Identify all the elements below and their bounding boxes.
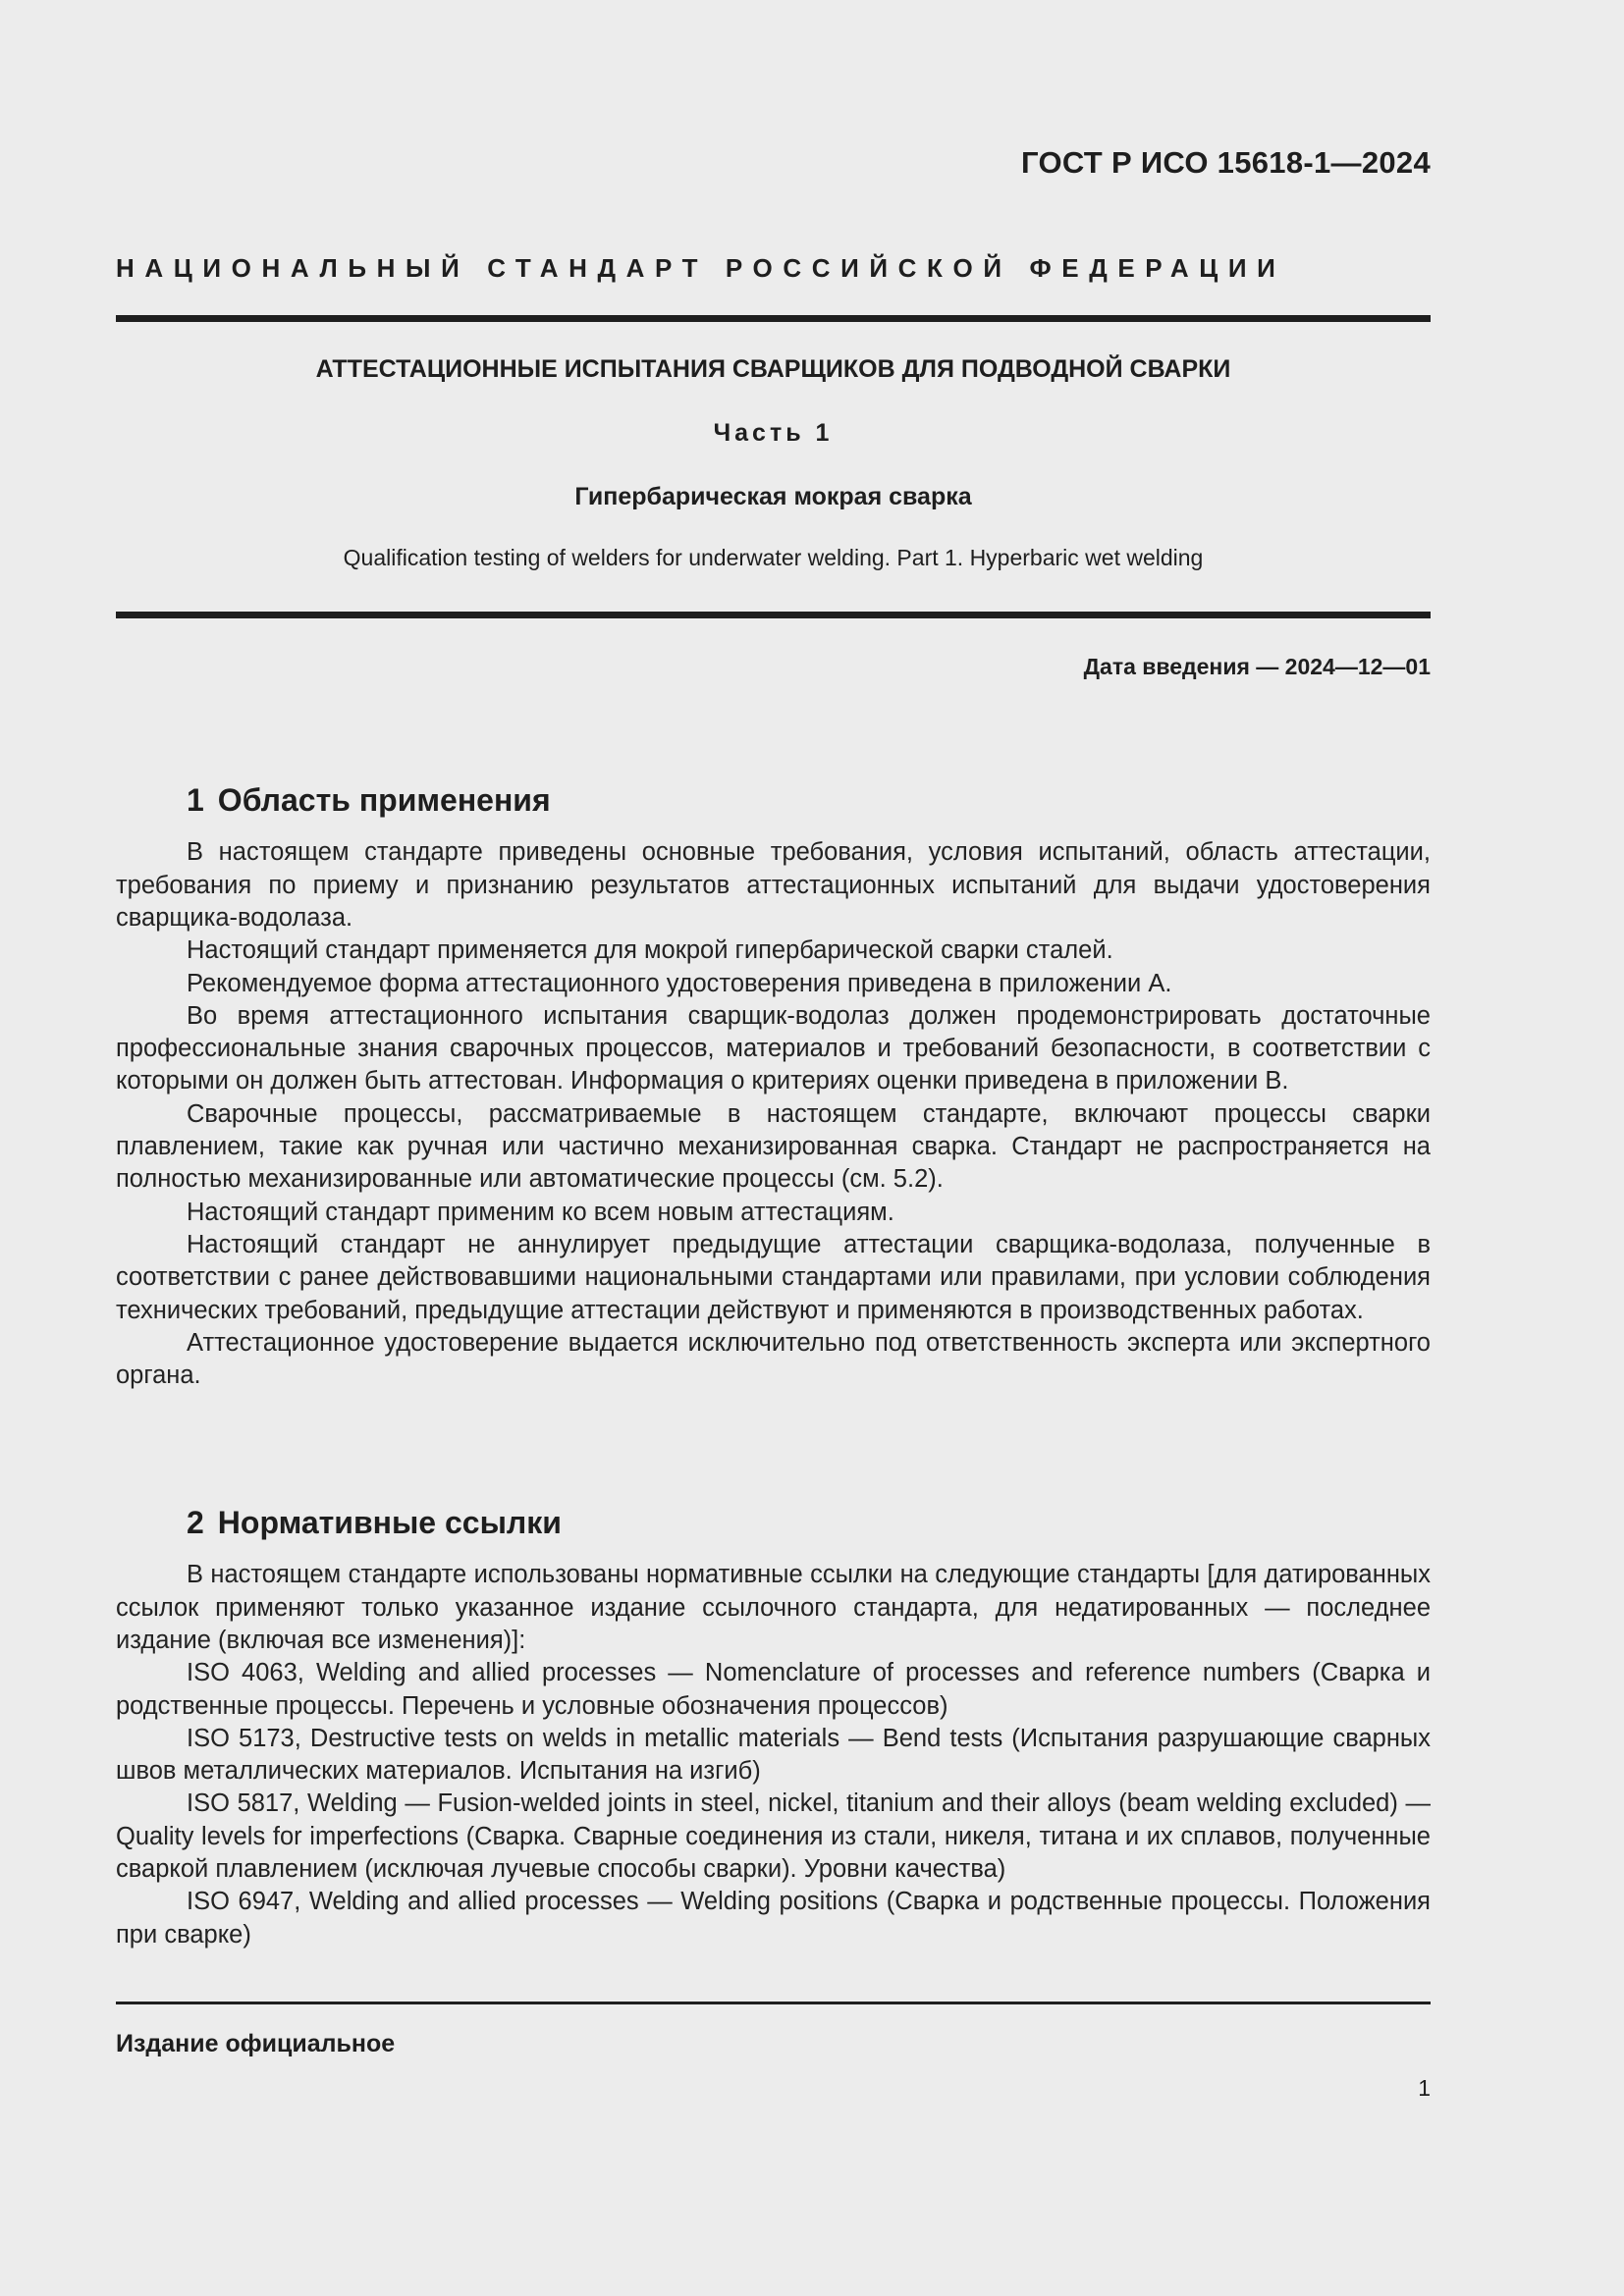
reference-item: ISO 5173, Destructive tests on welds in metallic materials — Bend tests (Испытания разрушающие сварных швов металлических материалов. Испытания на изгиб) [116, 1724, 1431, 1786]
paragraph: Настоящий стандарт применяется для мокрой гипербарической сварки сталей. [187, 936, 1113, 965]
paragraph: В настоящем стандарте приведены основные требования, условия испытаний, область аттестации, требования по приему и признанию результатов аттестационных испытаний для выдачи удостоверения сварщика-водолаза. [116, 838, 1431, 932]
section-normative-references [116, 1504, 1431, 1951]
header-divider-top [116, 315, 1431, 322]
paragraph: Настоящий стандарт применим ко всем новым аттестациям. [187, 1198, 894, 1226]
header-divider-bottom [116, 612, 1431, 618]
reference-item: ISO 4063, Welding and allied processes — Nomenclature of processes and reference numbers (Сварка и родственные процессы. Перечень и условные обозначения процессов) [116, 1659, 1431, 1720]
section-number: 2 [187, 1505, 204, 1540]
paragraph: Сварочные процессы, рассматриваемые в настоящем стандарте, включают процессы сварки плавлением, такие как ручная или частично механизированная сварка. Стандарт не распространяется на полностью механизированные или автоматические процессы (см. 5.2). [116, 1099, 1431, 1194]
english-title: Qualification testing of welders for underwater welding. Part 1. Hyperbaric wet welding [343, 545, 1204, 570]
reference-item: ISO 5817, Welding — Fusion-welded joints in steel, nickel, titanium and their alloys (beam welding excluded) — Quality levels for imperfections (Сварка. Сварные соединения из стали, никеля, титана и их сплавов, полученные сваркой плавлением (исключая лучевые способы сварки). Уровни качества) [116, 1789, 1431, 1884]
part-label: Часть 1 [713, 419, 834, 447]
paragraph: Рекомендуемое форма аттестационного удостоверения приведена в приложении А. [187, 969, 1172, 997]
section-number: 1 [187, 782, 204, 818]
page-number: 1 [1418, 2075, 1431, 2101]
national-standard-header: НАЦИОНАЛЬНЫЙ СТАНДАРТ РОССИЙСКОЙ ФЕДЕРАЦИИ [116, 253, 1286, 283]
introduction-date: Дата введения — 2024—12—01 [1083, 654, 1431, 679]
paragraph: В настоящем стандарте использованы нормативные ссылки на следующие стандарты [для датированных ссылок применяют только указанное издание ссылочного стандарта, для недатированных — последнее издание (включая все изменения)]: [116, 1561, 1431, 1654]
paragraph: Настоящий стандарт не аннулирует предыдущие аттестации сварщика-водолаза, полученные в соответствии с ранее действовавшими национальными стандартами или правилами, при условии соблюдения технических требований, предыдущие аттестации действуют и применяются в производственных работах. [116, 1230, 1431, 1324]
section-heading [116, 781, 1431, 819]
section-title: Нормативные ссылки [217, 1505, 562, 1540]
footer-divider [116, 2002, 1431, 2004]
reference-item: ISO 6947, Welding and allied processes — Welding positions (Сварка и родственные процессы. Положения при сварке) [116, 1888, 1431, 1949]
official-edition-label: Издание официальное [116, 2030, 396, 2057]
document-title: АТТЕСТАЦИОННЫЕ ИСПЫТАНИЯ СВАРЩИКОВ ДЛЯ ПОДВОДНОЙ СВАРКИ [315, 355, 1231, 383]
standard-code: ГОСТ Р ИСО 15618-1—2024 [1021, 145, 1431, 180]
section-heading [116, 1504, 1431, 1541]
section-scope [116, 781, 1431, 1392]
section-title: Область применения [217, 782, 551, 818]
document-subtitle: Гипербарическая мокрая сварка [574, 483, 972, 510]
paragraph: Аттестационное удостоверение выдается исключительно под ответственность эксперта или экспертного органа. [116, 1328, 1431, 1390]
paragraph: Во время аттестационного испытания сварщик-водолаз должен продемонстрировать достаточные профессиональные знания сварочных процессов, материалов и требований безопасности, в соответствии с которыми он должен быть аттестован. Информация о критериях оценки приведена в приложении В. [116, 1001, 1431, 1095]
